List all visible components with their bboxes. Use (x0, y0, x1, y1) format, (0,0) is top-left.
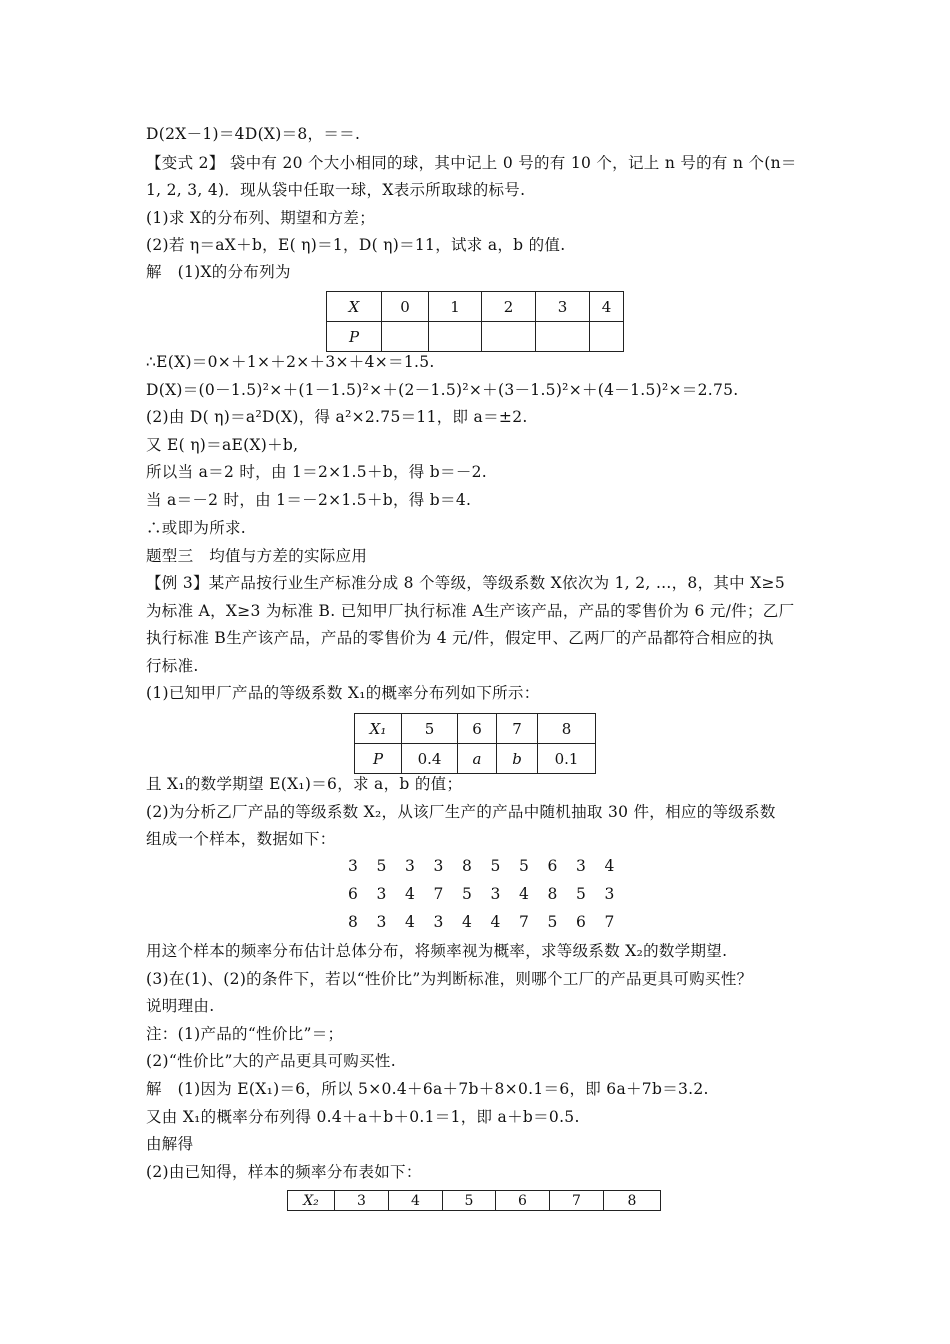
text-line: 【变式 2】 袋中有 20 个大小相同的球，其中记上 0 号的有 10 个，记上 n 号的有 n 个(n＝ (146, 154, 797, 172)
table-cell: 6 (496, 1191, 550, 1211)
table-cell: 1 (429, 292, 482, 322)
table-cell: 0.4 (402, 744, 458, 774)
sample-row (348, 885, 633, 903)
sample-value: 6 (348, 885, 358, 903)
table-cell: 6 (458, 714, 497, 744)
table-cell: P (327, 322, 382, 352)
sample-value: 8 (462, 857, 472, 875)
table-cell (536, 322, 590, 352)
table-cell: b (497, 744, 538, 774)
sample-value: 4 (405, 913, 415, 931)
text-line: (2)由 D( η)＝a²D(X)，得 a²×2.75＝11，即 a＝±2. (146, 408, 528, 426)
text-line: 组成一个样本，数据如下： (146, 830, 336, 848)
text-line: 说明理由. (146, 997, 215, 1015)
text-line: 注：(1)产品的“性价比”＝； (146, 1025, 344, 1043)
table-cell: P (355, 744, 402, 774)
text-line: (1)已知甲厂产品的等级系数 X₁的概率分布列如下所示： (146, 684, 540, 702)
text-line: 1, 2, 3, 4)．现从袋中任取一球，X表示所取球的标号. (146, 181, 526, 199)
text-line: D(X)＝(0－1.5)²×＋(1－1.5)²×＋(2－1.5)²×＋(3－1.5)²×＋(4－1.5)²×＝2.75. (146, 381, 739, 399)
text-line: (2)“性价比”大的产品更具可购买性. (146, 1052, 396, 1070)
sample-value: 7 (604, 913, 615, 931)
text-line: 又 E( η)＝aE(X)＋b, (146, 436, 299, 454)
text-line: 当 a＝－2 时，由 1＝－2×1.5＋b，得 b＝4. (146, 491, 472, 509)
text-line: 由解得 (146, 1135, 194, 1153)
sample-value: 3 (376, 913, 387, 931)
sample-value: 3 (576, 857, 586, 875)
table-cell (382, 322, 429, 352)
table-cell: 5 (443, 1191, 496, 1211)
sample-value: 6 (576, 913, 586, 931)
table-cell: 4 (590, 292, 624, 322)
text-line: ∴或即为所求. (146, 519, 247, 537)
table-cell: X₂ (288, 1191, 335, 1211)
table-cell: X (327, 292, 382, 322)
sample-value: 3 (348, 857, 358, 875)
table-cell: 3 (335, 1191, 389, 1211)
table-cell: 4 (389, 1191, 443, 1211)
sample-value: 3 (433, 913, 444, 931)
table-cell: 8 (538, 714, 596, 744)
sample-value: 8 (547, 885, 558, 903)
table-cell: 7 (550, 1191, 604, 1211)
sample-value: 3 (405, 857, 415, 875)
sample-value: 4 (405, 885, 415, 903)
sample-value: 4 (490, 913, 501, 931)
distribution-table-x (326, 291, 624, 352)
sample-value: 4 (462, 913, 472, 931)
table-cell: 0 (382, 292, 429, 322)
sample-value: 7 (433, 885, 444, 903)
text-line: 行标准. (146, 657, 199, 675)
text-line: (3)在(1)、(2)的条件下，若以“性价比”为判断标准，则哪个工厂的产品更具可购买性？ (146, 970, 753, 988)
text-line: (2)由已知得，样本的频率分布表如下： (146, 1163, 422, 1181)
sample-value: 3 (490, 885, 501, 903)
sample-value: 7 (519, 913, 529, 931)
table-cell: 2 (482, 292, 536, 322)
text-line: 又由 X₁的概率分布列得 0.4＋a＋b＋0.1＝1，即 a＋b＝0.5. (146, 1108, 580, 1126)
text-line: ∴E(X)＝0×＋1×＋2×＋3×＋4×＝1.5. (146, 353, 435, 371)
frequency-table-x2 (287, 1190, 661, 1211)
sample-value: 5 (462, 885, 472, 903)
text-line: 为标准 A，X≥3 为标准 B. 已知甲厂执行标准 A生产该产品，产品的零售价为 6 元/件；乙厂 (146, 602, 795, 620)
text-line: (1)求 X的分布列、期望和方差； (146, 209, 376, 227)
sample-row (348, 857, 633, 875)
text-line: 解 (1)因为 E(X₁)＝6，所以 5×0.4＋6a＋7b＋8×0.1＝6，即 6a＋7b＝3.2. (146, 1080, 709, 1098)
text-line: 执行标准 B生产该产品，产品的零售价为 4 元/件，假定甲、乙两厂的产品都符合相应的执 (146, 629, 774, 647)
text-line: 所以当 a＝2 时，由 1＝2×1.5＋b，得 b＝－2. (146, 463, 488, 481)
text-line: 【例 3】某产品按行业生产标准分成 8 个等级，等级系数 X依次为 1, 2, …，8，其中 X≥5 (146, 574, 785, 592)
sample-value: 6 (547, 857, 558, 875)
sample-value: 5 (376, 857, 387, 875)
sample-value: 5 (519, 857, 529, 875)
table-cell: 5 (402, 714, 458, 744)
text-line: 解 (1)X的分布列为 (146, 263, 291, 281)
table-cell: X₁ (355, 714, 402, 744)
section-heading: 题型三 均值与方差的实际应用 (146, 547, 368, 565)
sample-value: 5 (547, 913, 558, 931)
sample-value: 4 (604, 857, 615, 875)
text-line: D(2X－1)＝4D(X)＝8，＝＝. (146, 125, 361, 143)
text-line: 用这个样本的频率分布估计总体分布，将频率视为概率，求等级系数 X₂的数学期望. (146, 942, 728, 960)
text-line: 且 X₁的数学期望 E(X₁)＝6，求 a，b 的值； (146, 775, 463, 793)
sample-value: 8 (348, 913, 358, 931)
sample-value: 3 (604, 885, 615, 903)
text-line: (2)为分析乙厂产品的等级系数 X₂，从该厂生产的产品中随机抽取 30 件，相应的等级系数 (146, 803, 776, 821)
table-cell: a (458, 744, 497, 774)
text-line: (2)若 η＝aX＋b，E( η)＝1，D( η)＝11，试求 a，b 的值. (146, 236, 566, 254)
table-cell: 0.1 (538, 744, 596, 774)
table-cell (482, 322, 536, 352)
table-cell: 7 (497, 714, 538, 744)
table-cell: 8 (604, 1191, 661, 1211)
sample-value: 4 (519, 885, 529, 903)
sample-row (348, 913, 633, 931)
table-cell (590, 322, 624, 352)
sample-value: 3 (376, 885, 387, 903)
distribution-table-x1 (354, 713, 596, 774)
sample-value: 5 (576, 885, 586, 903)
sample-value: 3 (433, 857, 444, 875)
table-cell (429, 322, 482, 352)
table-cell: 3 (536, 292, 590, 322)
sample-value: 5 (490, 857, 501, 875)
